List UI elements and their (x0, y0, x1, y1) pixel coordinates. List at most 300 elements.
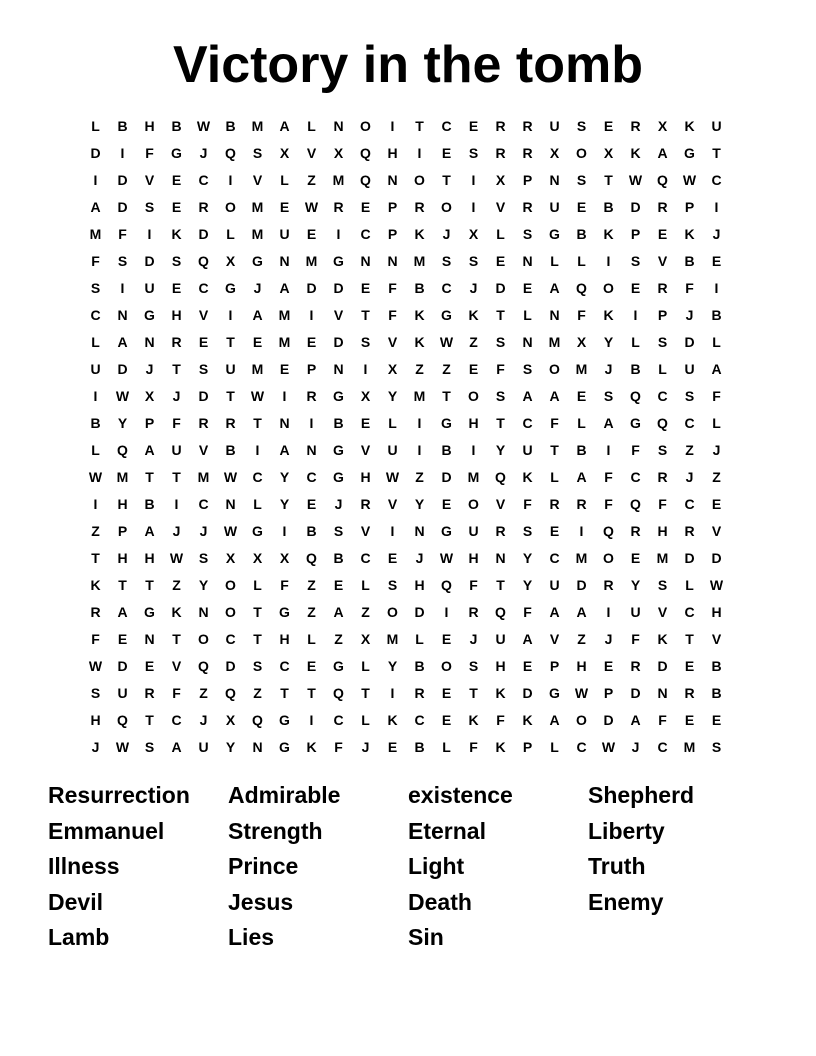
grid-letter: L (307, 117, 316, 134)
grid-letter: K (684, 117, 695, 134)
grid-letter: F (496, 711, 505, 728)
grid-letter: Y (387, 387, 398, 404)
grid-letter: D (117, 657, 128, 674)
word-list-item: Illness (48, 853, 120, 879)
grid-letter: K (387, 711, 398, 728)
grid-letter: W (628, 171, 643, 188)
grid-letter: T (496, 306, 505, 323)
grid-letter: X (360, 630, 371, 647)
grid-letter: H (468, 549, 479, 566)
grid-letter: F (685, 279, 694, 296)
word-list-item: Enemy (588, 888, 664, 915)
grid-letter: R (171, 333, 182, 350)
grid-letter: T (280, 684, 289, 701)
grid-letter: N (333, 117, 344, 134)
grid-letter: F (388, 306, 397, 323)
grid-letter: M (89, 225, 102, 242)
grid-letter: Y (603, 333, 614, 350)
grid-letter: V (198, 306, 209, 323)
grid-letter: T (712, 144, 721, 161)
grid-letter: G (630, 414, 641, 431)
grid-letter: V (657, 603, 668, 620)
grid-letter: T (469, 684, 478, 701)
grid-letter: I (120, 144, 125, 161)
grid-letter: C (306, 468, 317, 485)
grid-letter: I (174, 495, 179, 512)
grid-letter: S (468, 252, 479, 269)
grid-letter: B (684, 252, 695, 269)
grid-letter: R (360, 495, 371, 512)
grid-letter: I (417, 441, 422, 458)
grid-letter: W (304, 198, 319, 215)
grid-letter: Q (360, 171, 371, 188)
grid-letter: V (306, 144, 317, 161)
grid-letter: S (387, 576, 398, 593)
grid-letter: H (117, 495, 128, 512)
grid-letter: T (307, 684, 316, 701)
grid-letter: S (117, 252, 128, 269)
grid-letter: G (252, 252, 263, 269)
grid-letter: V (495, 198, 506, 215)
grid-letter: E (468, 117, 479, 134)
grid-letter: R (576, 495, 587, 512)
grid-letter: I (390, 684, 395, 701)
grid-letter: M (251, 198, 264, 215)
grid-letter: T (496, 576, 505, 593)
grid-letter: E (441, 495, 452, 512)
grid-letter: Z (712, 468, 721, 485)
grid-letter: U (549, 117, 560, 134)
grid-letter: Y (387, 657, 398, 674)
grid-letter: M (116, 468, 129, 485)
grid-letter: G (279, 711, 290, 728)
grid-letter: V (144, 171, 155, 188)
grid-letter: E (252, 333, 263, 350)
grid-letter: A (549, 603, 560, 620)
grid-letter: B (144, 495, 155, 512)
grid-letter: G (333, 252, 344, 269)
grid-letter: G (549, 684, 560, 701)
grid-letter: G (225, 279, 236, 296)
word-list-item: Emmanuel (48, 817, 165, 844)
grid-letter: X (603, 144, 614, 161)
grid-letter: W (709, 576, 724, 593)
grid-letter: F (712, 387, 721, 404)
grid-letter: I (471, 171, 476, 188)
grid-letter: E (630, 279, 641, 296)
grid-letter: Q (117, 711, 128, 728)
grid-letter: F (118, 225, 127, 242)
grid-letter: L (496, 225, 505, 242)
grid-letter: E (522, 279, 533, 296)
grid-letter: T (172, 468, 181, 485)
grid-letter: L (577, 414, 586, 431)
grid-letter: I (282, 387, 287, 404)
grid-letter: C (630, 468, 641, 485)
grid-letter: F (334, 738, 343, 755)
grid-letter: Z (685, 441, 694, 458)
grid-letter: L (550, 252, 559, 269)
grid-letter: X (468, 225, 479, 242)
grid-letter: H (414, 576, 425, 593)
grid-letter: E (360, 198, 371, 215)
grid-letter: G (684, 144, 695, 161)
grid-letter: X (333, 144, 344, 161)
grid-letter: R (495, 117, 506, 134)
word-list-item: Jesus (228, 888, 294, 915)
grid-letter: H (711, 603, 722, 620)
grid-letter: R (657, 279, 668, 296)
grid-letter: S (171, 252, 182, 269)
grid-letter: Y (522, 549, 533, 566)
grid-letter: U (198, 738, 209, 755)
grid-letter: H (144, 549, 155, 566)
grid-letter: J (442, 225, 451, 242)
grid-letter: J (172, 387, 181, 404)
grid-letter: C (576, 738, 587, 755)
grid-letter: Y (414, 495, 425, 512)
grid-letter: H (144, 117, 155, 134)
grid-letter: Q (333, 684, 344, 701)
grid-letter: L (577, 252, 586, 269)
grid-letter: T (118, 576, 127, 593)
grid-letter: L (361, 711, 370, 728)
grid-letter: T (604, 171, 613, 188)
grid-letter: K (468, 711, 479, 728)
grid-letter: O (603, 279, 614, 296)
grid-letter: S (198, 360, 209, 377)
grid-letter: S (657, 576, 668, 593)
grid-letter: N (144, 630, 155, 647)
grid-letter: Z (334, 630, 343, 647)
grid-letter: O (225, 198, 236, 215)
grid-letter: V (711, 630, 722, 647)
grid-letter: K (630, 144, 641, 161)
grid-letter: G (441, 306, 452, 323)
grid-letter: L (91, 117, 100, 134)
grid-letter: Q (198, 252, 209, 269)
grid-letter: H (117, 549, 128, 566)
word-list-item: Devil (48, 888, 103, 915)
grid-letter: N (522, 333, 533, 350)
grid-letter: F (658, 495, 667, 512)
grid-letter: B (711, 657, 722, 674)
grid-letter: R (90, 603, 101, 620)
grid-letter: F (523, 495, 532, 512)
grid-letter: F (91, 630, 100, 647)
grid-letter: R (495, 144, 506, 161)
grid-letter: S (630, 252, 641, 269)
grid-letter: A (144, 522, 155, 539)
grid-letter: S (90, 684, 101, 701)
grid-letter: R (198, 198, 209, 215)
grid-letter: S (441, 252, 452, 269)
grid-letter: W (88, 657, 103, 674)
grid-letter: T (172, 630, 181, 647)
grid-letter: I (606, 603, 611, 620)
word-list-item: Truth (588, 853, 646, 879)
grid-letter: T (226, 333, 235, 350)
grid-letter: J (334, 495, 343, 512)
grid-letter: X (657, 117, 668, 134)
grid-letter: E (441, 711, 452, 728)
grid-letter: J (685, 468, 694, 485)
grid-letter: R (495, 522, 506, 539)
grid-letter: Q (225, 144, 236, 161)
grid-letter: L (685, 576, 694, 593)
grid-letter: W (601, 738, 616, 755)
grid-letter: I (579, 522, 584, 539)
grid-letter: N (387, 171, 398, 188)
grid-letter: V (252, 171, 263, 188)
grid-letter: L (523, 306, 532, 323)
grid-letter: T (172, 360, 181, 377)
grid-letter: M (656, 549, 669, 566)
grid-letter: S (468, 657, 479, 674)
grid-letter: I (714, 279, 719, 296)
grid-letter: D (117, 360, 128, 377)
grid-letter: P (657, 306, 668, 323)
grid-letter: T (361, 684, 370, 701)
grid-letter: L (361, 657, 370, 674)
grid-letter: I (228, 171, 233, 188)
grid-letter: N (333, 360, 344, 377)
grid-letter: C (198, 279, 209, 296)
grid-letter: U (549, 198, 560, 215)
grid-letter: R (522, 198, 533, 215)
grid-letter: T (442, 171, 451, 188)
grid-letter: A (630, 711, 641, 728)
grid-letter: O (225, 603, 236, 620)
grid-letter: M (251, 360, 264, 377)
grid-letter: J (199, 522, 208, 539)
grid-letter: R (225, 414, 236, 431)
grid-letter: P (144, 414, 155, 431)
grid-letter: O (549, 360, 560, 377)
grid-letter: C (684, 495, 695, 512)
grid-letter: S (333, 522, 344, 539)
grid-letter: H (387, 144, 398, 161)
grid-letter: S (576, 117, 587, 134)
grid-letter: C (279, 657, 290, 674)
grid-letter: H (657, 522, 668, 539)
grid-letter: E (387, 549, 398, 566)
grid-letter: F (604, 495, 613, 512)
grid-letter: L (253, 576, 262, 593)
grid-letter: Q (225, 684, 236, 701)
grid-letter: O (468, 387, 479, 404)
grid-letter: Z (91, 522, 100, 539)
grid-letter: T (442, 387, 451, 404)
grid-letter: D (414, 603, 425, 620)
grid-letter: A (711, 360, 722, 377)
grid-letter: G (252, 522, 263, 539)
grid-letter: R (549, 495, 560, 512)
grid-letter: X (360, 387, 371, 404)
grid-letter: L (388, 414, 397, 431)
grid-letter: B (171, 117, 182, 134)
grid-letter: O (576, 711, 587, 728)
grid-letter: I (93, 387, 98, 404)
grid-letter: B (333, 549, 344, 566)
grid-letter: F (388, 279, 397, 296)
grid-letter: Y (495, 441, 506, 458)
grid-letter: I (309, 414, 314, 431)
grid-letter: E (576, 198, 587, 215)
grid-letter: Z (307, 576, 316, 593)
grid-letter: M (683, 738, 696, 755)
grid-letter: I (147, 225, 152, 242)
grid-letter: I (93, 171, 98, 188)
grid-letter: O (387, 603, 398, 620)
grid-letter: E (441, 684, 452, 701)
grid-letter: T (415, 117, 424, 134)
grid-letter: X (252, 549, 263, 566)
grid-letter: H (576, 657, 587, 674)
grid-letter: N (279, 414, 290, 431)
grid-letter: D (333, 279, 344, 296)
grid-letter: Z (415, 468, 424, 485)
grid-letter: W (682, 171, 697, 188)
grid-letter: X (279, 549, 290, 566)
grid-letter: S (576, 171, 587, 188)
grid-letter: B (225, 117, 236, 134)
grid-letter: D (522, 684, 533, 701)
grid-letter: Y (279, 495, 290, 512)
grid-letter: W (439, 549, 454, 566)
grid-letter: T (253, 603, 262, 620)
grid-letter: V (171, 657, 182, 674)
grid-letter: N (549, 171, 560, 188)
grid-letter: N (225, 495, 236, 512)
grid-letter: G (333, 441, 344, 458)
grid-letter: B (441, 441, 452, 458)
grid-letter: B (603, 198, 614, 215)
word-list-item: Liberty (588, 817, 665, 844)
grid-letter: K (414, 225, 425, 242)
grid-letter: R (414, 198, 425, 215)
grid-letter: E (306, 225, 317, 242)
grid-letter: Q (252, 711, 263, 728)
word-list-item: Resurrection (48, 782, 190, 808)
grid-letter: X (279, 144, 290, 161)
grid-letter: Q (306, 549, 317, 566)
grid-letter: W (439, 333, 454, 350)
grid-letter: M (305, 252, 318, 269)
grid-letter: K (522, 711, 533, 728)
grid-letter: L (550, 468, 559, 485)
grid-letter: K (306, 738, 317, 755)
grid-letter: P (306, 360, 317, 377)
grid-letter: R (630, 117, 641, 134)
grid-letter: B (576, 441, 587, 458)
grid-letter: N (306, 441, 317, 458)
grid-letter: B (576, 225, 587, 242)
grid-letter: T (145, 711, 154, 728)
grid-letter: E (387, 738, 398, 755)
grid-letter: E (495, 252, 506, 269)
grid-letter: V (549, 630, 560, 647)
grid-letter: V (333, 306, 344, 323)
grid-letter: A (279, 117, 290, 134)
grid-letter: W (223, 522, 238, 539)
grid-letter: I (606, 441, 611, 458)
grid-letter: I (282, 522, 287, 539)
grid-letter: L (442, 738, 451, 755)
grid-letter: S (711, 738, 722, 755)
grid-letter: D (630, 198, 641, 215)
grid-letter: J (604, 360, 613, 377)
grid-letter: K (684, 225, 695, 242)
grid-letter: J (172, 522, 181, 539)
grid-letter: M (548, 333, 561, 350)
grid-letter: F (145, 144, 154, 161)
grid-letter: T (496, 414, 505, 431)
grid-letter: D (495, 279, 506, 296)
grid-letter: E (198, 333, 209, 350)
grid-letter: T (145, 576, 154, 593)
grid-letter: B (630, 360, 641, 377)
grid-letter: L (253, 495, 262, 512)
grid-letter: A (117, 333, 128, 350)
grid-letter: E (684, 711, 695, 728)
grid-letter: J (415, 549, 424, 566)
grid-letter: L (550, 738, 559, 755)
grid-letter: Z (253, 684, 262, 701)
grid-letter: R (630, 522, 641, 539)
grid-letter: L (415, 630, 424, 647)
word-list-item: Eternal (408, 817, 486, 844)
grid-letter: Z (361, 603, 370, 620)
grid-letter: E (171, 171, 182, 188)
grid-letter: C (441, 279, 452, 296)
grid-letter: P (387, 225, 398, 242)
grid-letter: D (441, 468, 452, 485)
word-list-item: Lamb (48, 924, 110, 950)
grid-letter: F (577, 306, 586, 323)
grid-letter: T (550, 441, 559, 458)
grid-letter: Y (117, 414, 128, 431)
grid-letter: W (115, 738, 130, 755)
grid-letter: S (522, 360, 533, 377)
grid-letter: H (468, 414, 479, 431)
grid-letter: L (658, 360, 667, 377)
grid-letter: C (171, 711, 182, 728)
grid-letter: E (468, 360, 479, 377)
grid-letter: I (444, 603, 449, 620)
grid-letter: F (604, 468, 613, 485)
grid-letter: F (631, 630, 640, 647)
grid-letter: F (469, 738, 478, 755)
grid-letter: O (576, 144, 587, 161)
grid-letter: Y (630, 576, 641, 593)
grid-letter: T (91, 549, 100, 566)
grid-letter: G (333, 387, 344, 404)
grid-letter: R (198, 414, 209, 431)
grid-letter: D (117, 198, 128, 215)
grid-letter: E (171, 279, 182, 296)
grid-letter: S (360, 333, 371, 350)
grid-letter: R (522, 144, 533, 161)
grid-letter: K (657, 630, 668, 647)
grid-letter: J (145, 360, 154, 377)
grid-letter: Z (307, 171, 316, 188)
grid-letter: X (225, 711, 236, 728)
grid-letter: O (225, 576, 236, 593)
grid-letter: N (117, 306, 128, 323)
grid-letter: N (387, 252, 398, 269)
grid-letter: W (385, 468, 400, 485)
